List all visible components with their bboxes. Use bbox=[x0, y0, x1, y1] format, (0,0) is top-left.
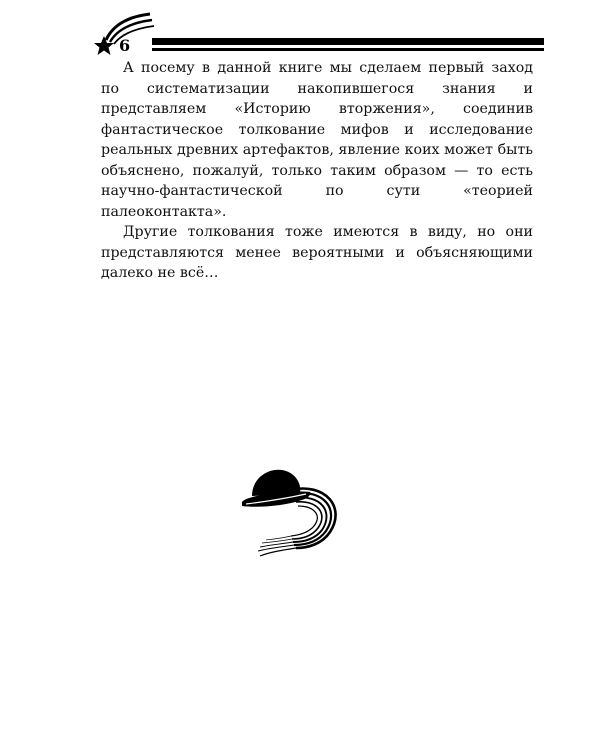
body-text bbox=[101, 58, 533, 284]
header-rule-thin bbox=[152, 48, 544, 51]
paragraph: Другие толкования тоже имеются в виду, но они представляются менее вероятными и объясняющими далеко не всё… bbox=[101, 224, 533, 281]
paragraph: А посему в данной книге мы сделаем первый заход по систематизации накопившегося знания и представляем «Историю вторжения», соединив фантастическое толкование мифов и исследование реальных древних артефактов, явление коих может быть объяснено, пожалуй, только таким образом — то есть научно-фантастической по сути «теорией палеоконтакта». bbox=[101, 60, 533, 220]
page-header bbox=[92, 8, 544, 58]
flying-saucer-icon bbox=[238, 460, 353, 565]
header-rule-thick bbox=[152, 38, 544, 45]
page-number: 6 bbox=[119, 36, 131, 55]
